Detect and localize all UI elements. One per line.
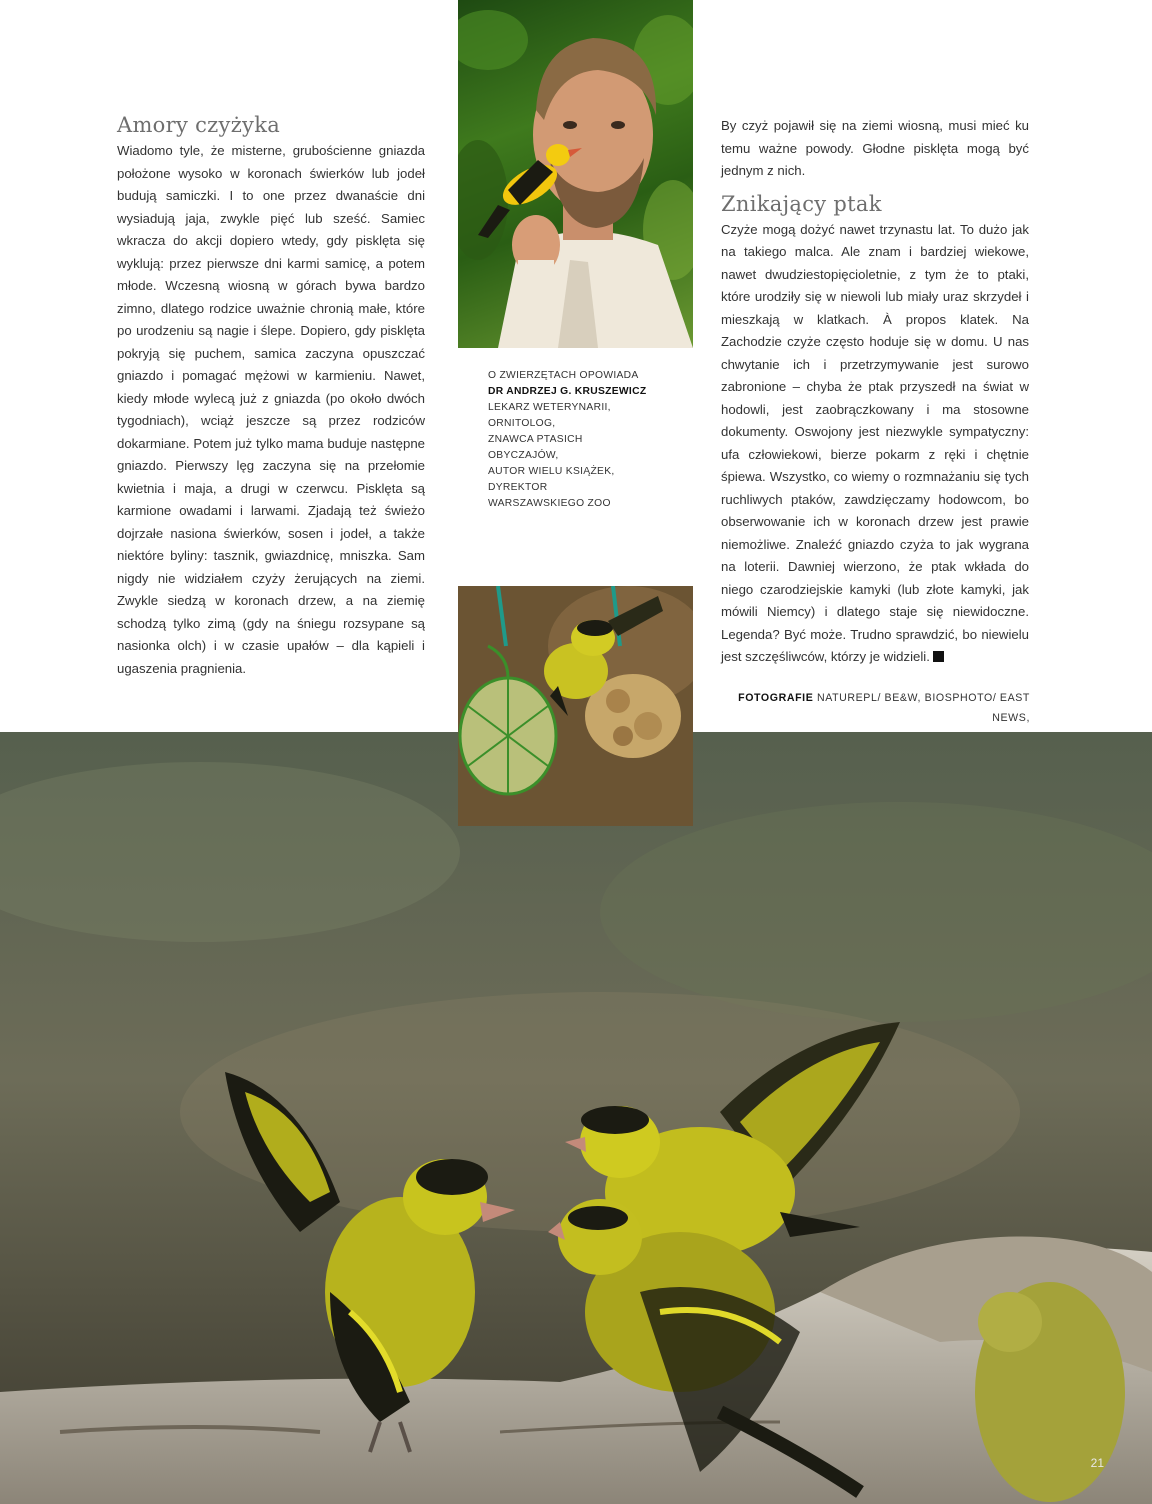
caption-line: OBYCZAJÓW, [488, 450, 559, 461]
siskins-illustration [0, 732, 1152, 1504]
right-article-column [721, 115, 1029, 669]
author-caption [488, 368, 678, 512]
caption-line: LEKARZ WETERYNARII, [488, 402, 611, 413]
feeder-illustration [458, 586, 693, 826]
left-body-text: Wiadomo tyle, że misterne, grubościenne gniazda położone wysoko w koronach świerków lub jodeł budują samiczki. I to one przez dwanaście dni wysiadują jaja, zwykle pięć lub sześć. Samiec wkracza do akcji dopiero wtedy, gdy pisklęta się wyklują: przez pierwsze dni karmi samicę, a potem młode. Wczesną wiosną w górach bywa bardzo zimno, dlatego rodzice uważnie chronią małe, które po urodzeniu są nagie i ślepe. Dopiero, gdy pisklęta pokryją się puchem, samica zaczyna opuszczać gniazdo i pomagać mężowi w karmieniu. Nawet, kiedy młode wylecą już z gniazda (po około dwóch tygodniach), wciąż jeszcze są przez rodziców dokarmiane. Potem już tylko mama buduje następne gniazdo. Pierwszy lęg zaczyna się na przełomie kwietnia i maja, a drugi w czerwcu. Pisklęta są karmione owadami i larwami. Zjadają też świeżo dojrzałe nasiona świerków, sosen i jodeł, a także niektóre byliny: tasznik, gwiazdnicę, mniszka. Sam nigdy nie widziałem czyży żerujących na ziemi. Zwykle siedzą w koronach drzew, a na ziemię schodzą tylko zimą (gdy na śniegu rozsypane są nasionka olch) i w czasie upałów – dla kąpieli i ugaszenia pragnienia. [117, 143, 425, 676]
caption-line: ZNAWCA PTASICH [488, 434, 583, 445]
feeder-photo [458, 586, 693, 826]
credits-label: FOTOGRAFIE [738, 692, 814, 704]
left-article-column [117, 112, 425, 680]
right-body-text: Czyże mogą dożyć nawet trzynastu lat. To dużo jak na takiego malca. Ale znam i bardziej wiekowe, nawet dwudziestopięcioletnie, z tym że to ptaki, które urodziły się w niewoli lub miały uraz skrzydeł i mieszkają w klatkach. À propos klatek. Na Zachodzie czyże często hoduje się w domu. U nas chwytanie ich i przetrzymywanie jest surowo zabronione – chyba że ptak przyszedł na świat w hodowli, jest zaobrączkowany i ma stosowne dokumenty. Oswojony jest niezwykle sympatyczny: ufa człowiekowi, bierze pokarm z ręki i chętnie śpiewa. Wszystko, co wiemy o rozmnażaniu się tych ruchliwych ptaków, zawdzięczamy hodowcom, bo obserwowanie ich w koronach drzew jest prawie niemożliwe. Znaleźć gniazdo czyża to jak wygrana na loterii. Dawniej wierzono, że ptak wkłada do niego czarodziejskie kamyki (lub złote kamyki, jak mówili Niemcy) i dlatego staje się niewidoczne. Legenda? Być może. Trudno sprawdzić, bo niewielu jest szczęśliwców, którzy je widzieli. [721, 221, 1029, 664]
caption-line: WARSZAWSKIEGO ZOO [488, 498, 611, 509]
caption-author-name: DR ANDRZEJ G. KRUSZEWICZ [488, 386, 647, 397]
page-number: 21 [1090, 1456, 1104, 1470]
section-heading-znikajacy: Znikający ptak [721, 191, 882, 216]
right-intro-text: By czyż pojawił się na ziemi wiosną, musi mieć ku temu ważne powody. Głodne pisklęta mogą być jednym z nich. [721, 118, 1029, 178]
end-of-article-mark [933, 651, 944, 662]
portrait-illustration [458, 0, 693, 348]
caption-intro: O ZWIERZĘTACH OPOWIADA [488, 370, 639, 381]
caption-line: DYREKTOR [488, 482, 548, 493]
credits-line-1: NATUREPL/ BE&W, BIOSPHOTO/ EAST NEWS, [816, 692, 1030, 724]
section-heading-amory: Amory czyżyka [117, 113, 281, 137]
caption-line: ORNITOLOG, [488, 418, 556, 429]
caption-line: AUTOR WIELU KSIĄŻEK, [488, 466, 615, 477]
portrait-photo-man-with-oriole [458, 0, 693, 348]
siskins-photo [0, 732, 1152, 1504]
